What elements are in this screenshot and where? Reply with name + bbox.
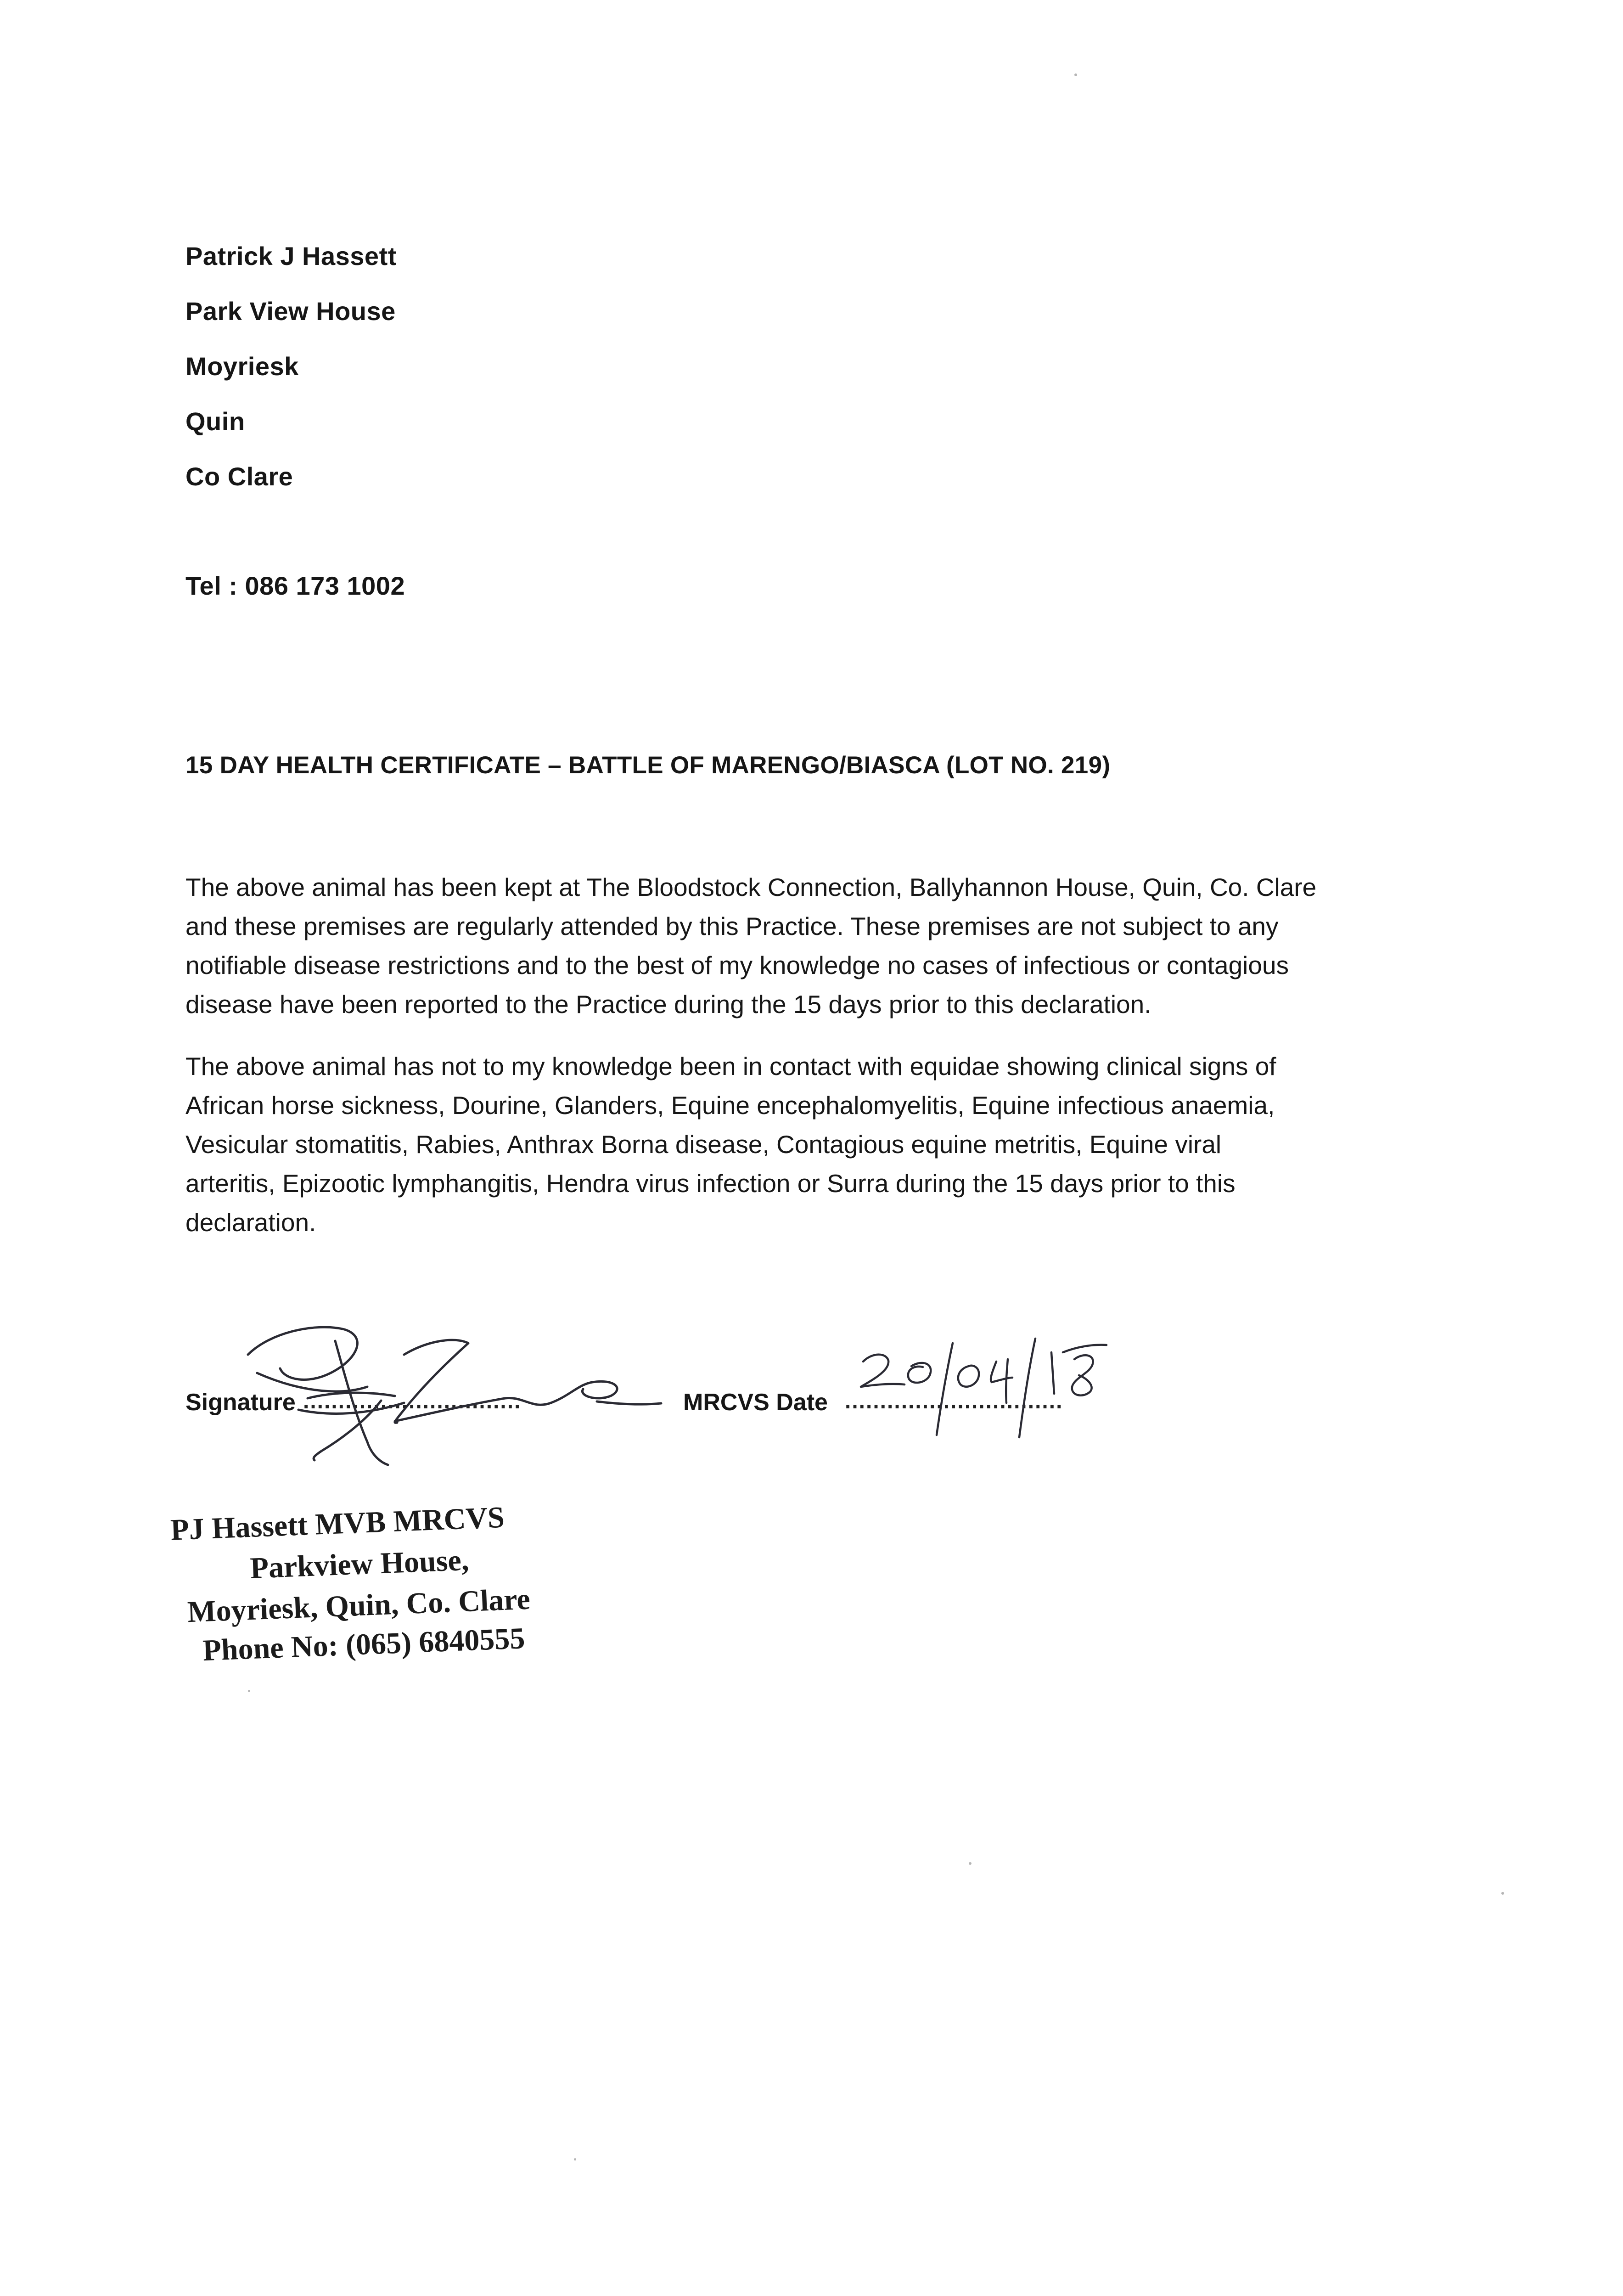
paragraph-1-line: notifiable disease restrictions and to the best of my knowledge no cases of infectious or contagious [185, 951, 1289, 979]
practice-stamp [165, 1497, 584, 1673]
paragraph-1-line: disease have been reported to the Practice during the 15 days prior to this declaration. [185, 990, 1151, 1019]
signature-label: Signature [185, 1389, 296, 1416]
address-line-4: Co Clare [185, 462, 293, 491]
date-label: MRCVS Date [683, 1389, 828, 1416]
handwritten-signature [230, 1304, 670, 1479]
address-line-1: Park View House [185, 297, 396, 326]
paragraph-2-line: African horse sickness, Dourine, Glanders, Equine encephalomyelitis, Equine infectious anaemia, [185, 1091, 1275, 1120]
stamp-line: Phone No: (065) 6840555 [202, 1621, 526, 1668]
paragraph-1-line: The above animal has been kept at The Bloodstock Connection, Ballyhannon House, Quin, Co. Clare [185, 873, 1317, 901]
stamp-line: PJ Hassett MVB MRCVS [170, 1500, 505, 1547]
certificate-title: 15 DAY HEALTH CERTIFICATE – BATTLE OF MARENGO/BIASCA (LOT NO. 219) [185, 752, 1111, 779]
paragraph-2-line: declaration. [185, 1208, 316, 1237]
stamp-line: Parkview House, [249, 1543, 470, 1585]
address-line-2: Moyriesk [185, 352, 299, 381]
paragraph-1-line: and these premises are regularly attended by this Practice. These premises are not subject to any [185, 912, 1279, 940]
scan-speck [574, 2158, 576, 2161]
scan-speck [1501, 1892, 1504, 1895]
date-dotted-line: ............................... [845, 1389, 1063, 1413]
signature-dotted-line: ............................... [303, 1389, 522, 1413]
sender-telephone: Tel : 086 173 1002 [185, 571, 405, 600]
handwritten-date [854, 1334, 1111, 1440]
certificate-paragraph-2 [185, 1047, 1425, 1242]
scan-speck [248, 1690, 250, 1692]
paragraph-2-line: arteritis, Epizootic lymphangitis, Hendra virus infection or Surra during the 15 days prior to this [185, 1169, 1236, 1198]
scan-speck [1074, 73, 1077, 76]
paragraph-2-line: Vesicular stomatitis, Rabies, Anthrax Borna disease, Contagious equine metritis, Equine viral [185, 1130, 1222, 1159]
address-line-3: Quin [185, 407, 245, 436]
scan-speck [969, 1862, 972, 1865]
sender-name: Patrick J Hassett [185, 242, 397, 270]
stamp-line: Moyriesk, Quin, Co. Clare [186, 1582, 531, 1629]
certificate-paragraph-1 [185, 868, 1425, 1024]
paragraph-2-line: The above animal has not to my knowledge been in contact with equidae showing clinical signs of [185, 1052, 1276, 1080]
